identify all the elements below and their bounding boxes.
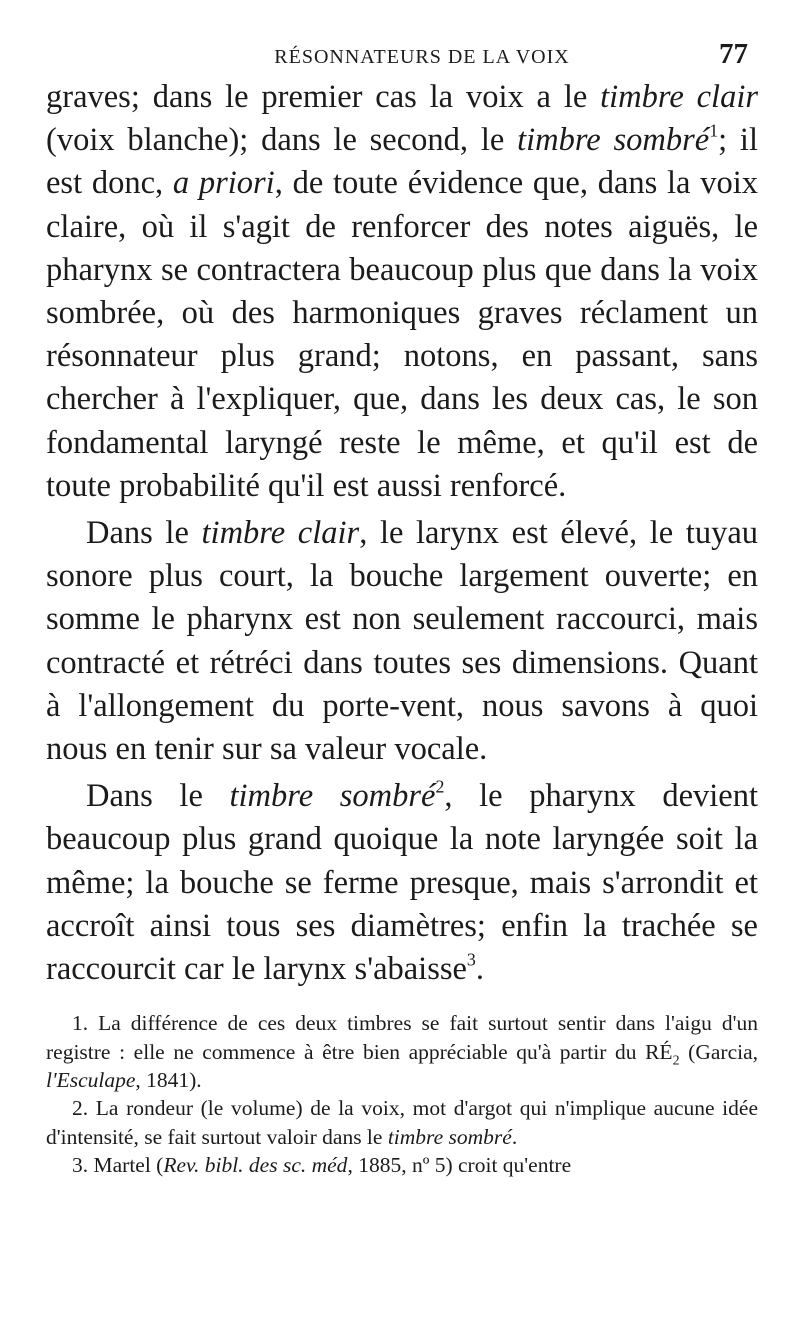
running-head xyxy=(46,32,758,76)
paragraph-3-text: Dans le xyxy=(86,778,230,815)
paragraph-1-text: ; il est donc, xyxy=(46,122,758,202)
paragraph-1-italic-timbre-sombre: timbre sombré xyxy=(517,122,710,159)
footnote-3-italic-source: Rev. bibl. des sc. méd xyxy=(163,1153,348,1178)
footnote-3 xyxy=(46,1151,758,1179)
footnote-1-text: La différence de ces deux timbres se fait surtout sentir dans l'aigu d'un registre : elle ne commence à être bien appréciable qu'à partir du RÉ xyxy=(46,1011,758,1064)
page-number: 77 xyxy=(719,38,748,70)
footnote-1-subscript: 2 xyxy=(672,1052,680,1068)
paragraph-2-text: , le larynx est élevé, le tuyau sonore plus court, la bouche largement ouverte; en somme le pharynx est non seulement raccourci, mais contracté et rétréci dans toutes ses dimensions. Quant à l'allongement du porte-vent, nous savons à quoi nous en tenir sur sa valeur vocale. xyxy=(46,515,759,768)
paragraph-2 xyxy=(46,512,758,771)
footnote-1-text: , 1841). xyxy=(135,1068,202,1093)
footnote-3-text: Martel ( xyxy=(88,1153,164,1178)
footnote-2-text: . xyxy=(511,1124,518,1149)
paragraph-2-italic-timbre-clair: timbre clair xyxy=(201,515,360,552)
footnote-2 xyxy=(46,1094,758,1151)
footnote-number: 3. xyxy=(72,1153,89,1178)
paragraph-1-text: (voix blanche); dans le second, le xyxy=(46,122,518,159)
paragraph-1-text: graves; dans le premier cas la voix a le xyxy=(46,79,601,115)
footnote-reference-2: 2 xyxy=(435,776,445,797)
paragraph-3-text: . xyxy=(475,951,484,988)
paragraph-1 xyxy=(46,76,758,508)
paragraph-3-italic-timbre-sombre: timbre sombré xyxy=(229,778,436,815)
footnote-reference-3: 3 xyxy=(466,949,476,970)
footnote-3-text: , 1885, nº 5) croit qu'entre xyxy=(347,1153,572,1178)
paragraph-2-text: Dans le xyxy=(86,515,202,552)
footnotes xyxy=(46,1009,758,1179)
footnote-2-text: La rondeur (le volume) de la voix, mot d'argot qui n'implique aucune idée d'intensité, se fait surtout valoir dans le xyxy=(46,1096,758,1149)
book-page xyxy=(46,32,758,1180)
body-text xyxy=(46,76,758,991)
footnote-reference-1: 1 xyxy=(709,120,719,141)
paragraph-1-text: , de toute évidence que, dans la voix claire, où il s'agit de renforcer des notes aiguës, le pharynx se contractera beaucoup plus que dans la voix sombrée, où des harmoniques graves réclament un résonnateur plus grand; notons, en passant, sans chercher à l'expliquer, que, dans les deux cas, le son fondamental laryngé reste le même, et qu'il est de toute probabilité qu'il est aussi renforcé. xyxy=(46,165,758,504)
paragraph-1-italic-timbre-clair: timbre clair xyxy=(600,79,758,115)
paragraph-3-text: , le pharynx devient beaucoup plus grand quoique la note laryngée soit la même; la bouche se ferme presque, mais s'arrondit et accroît ainsi tous ses diamètres; enfin la trachée se raccourcit car le larynx s'abaisse xyxy=(46,778,759,988)
footnote-number: 1. xyxy=(72,1011,89,1036)
running-title: RÉSONNATEURS DE LA VOIX xyxy=(274,46,570,68)
footnote-number: 2. xyxy=(72,1096,89,1121)
footnote-1-italic-source: l'Esculape xyxy=(46,1068,136,1093)
paragraph-3 xyxy=(46,775,758,991)
footnote-1 xyxy=(46,1009,758,1094)
footnote-1-text: (Garcia, xyxy=(679,1039,759,1064)
paragraph-1-italic-a-priori: a priori xyxy=(172,165,275,202)
footnote-2-italic-timbre-sombre: timbre sombré xyxy=(387,1124,512,1149)
